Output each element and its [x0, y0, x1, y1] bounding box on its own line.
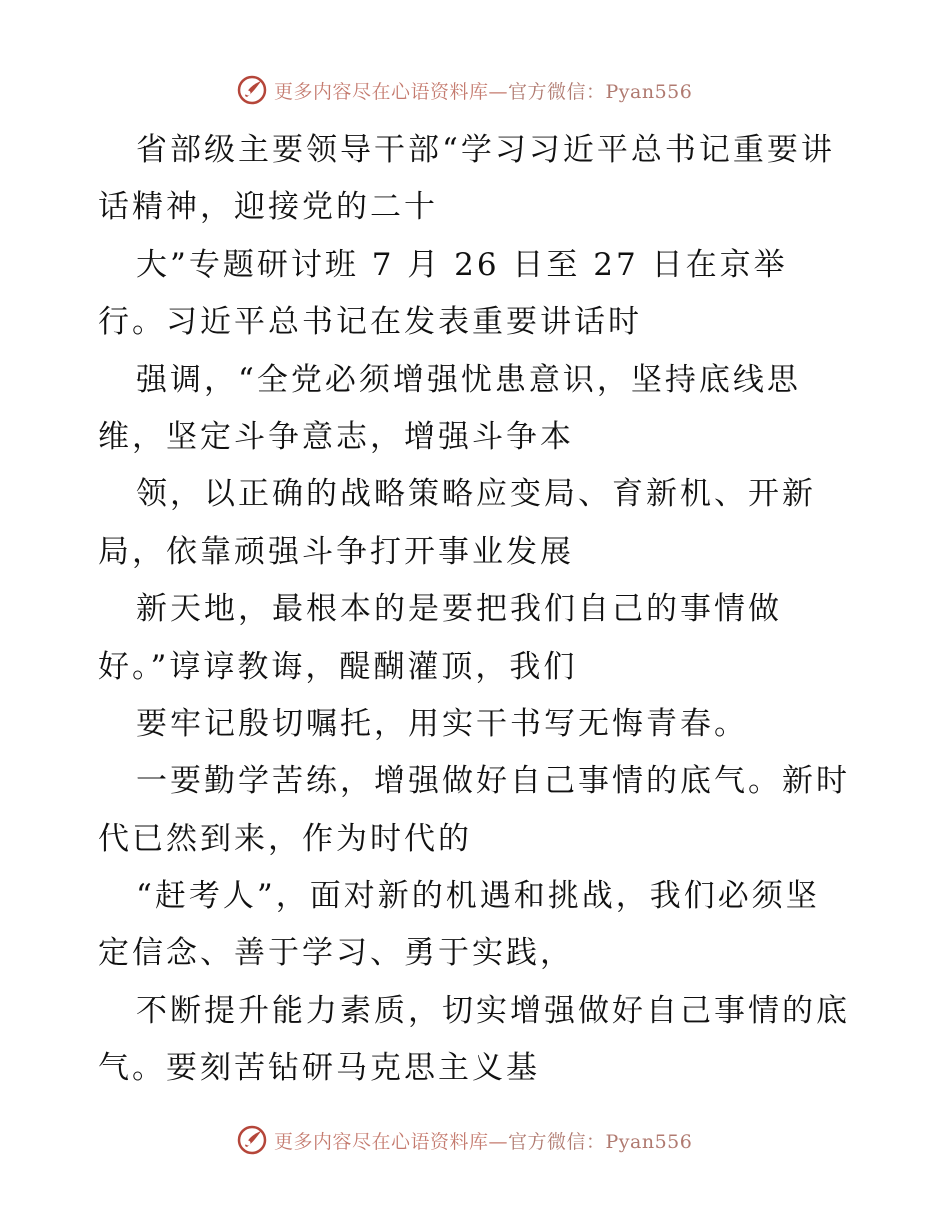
article-body — [98, 122, 858, 1098]
text-line: 气。要刻苦钻研马克思主义基 — [98, 1050, 540, 1087]
text-line: 省部级主要领导干部“学习习近平总书记重要讲 — [136, 132, 835, 168]
footer-banner-text — [274, 1127, 692, 1154]
text-line: 话精神，迎接党的二十 — [98, 189, 438, 226]
text-line: 维，坚定斗争意志，增强斗争本 — [98, 418, 574, 455]
footer-wechat-text: 官方微信：Pyan556 — [508, 1130, 693, 1153]
text-line: 定信念、善于学习、勇于实践， — [98, 935, 574, 972]
text-line: 强调，“全党必须增强忧患意识，坚持底线思 — [136, 361, 801, 398]
text-line: 要牢记殷切嘱托，用实干书写无悔青春。 — [136, 705, 748, 742]
text-line: 好。”谆谆教诲，醍醐灌顶，我们 — [98, 648, 578, 685]
footer-banner — [236, 1122, 706, 1158]
text-line: 一要勤学苦练，增强做好自己事情的底气。新时 — [136, 763, 850, 800]
header-banner — [236, 72, 706, 108]
header-dash: — — [488, 80, 509, 103]
lotus-pen-logo-icon — [236, 1124, 268, 1156]
header-wechat-text: 官方微信：Pyan556 — [508, 80, 693, 103]
text-line: 不断提升能力素质，切实增强做好自己事情的底 — [136, 992, 850, 1029]
header-source-text: 更多内容尽在心语资料库 — [274, 80, 489, 103]
lotus-pen-logo-icon — [236, 74, 268, 106]
header-banner-text — [274, 77, 692, 104]
footer-source-text: 更多内容尽在心语资料库 — [274, 1130, 489, 1153]
text-line: 大”专题研讨班 7 月 26 日至 27 日在京举 — [136, 246, 788, 283]
text-line: 领，以正确的战略策略应变局、育新机、开新 — [136, 476, 816, 513]
text-line: “赶考人”，面对新的机遇和挑战，我们必须坚 — [136, 878, 820, 915]
text-line: 新天地，最根本的是要把我们自己的事情做 — [136, 591, 782, 628]
text-line: 局，依靠顽强斗争打开事业发展 — [98, 533, 574, 570]
text-line: 代已然到来，作为时代的 — [98, 820, 472, 857]
text-line: 行。习近平总书记在发表重要讲话时 — [98, 304, 642, 341]
footer-dash: — — [488, 1130, 509, 1153]
